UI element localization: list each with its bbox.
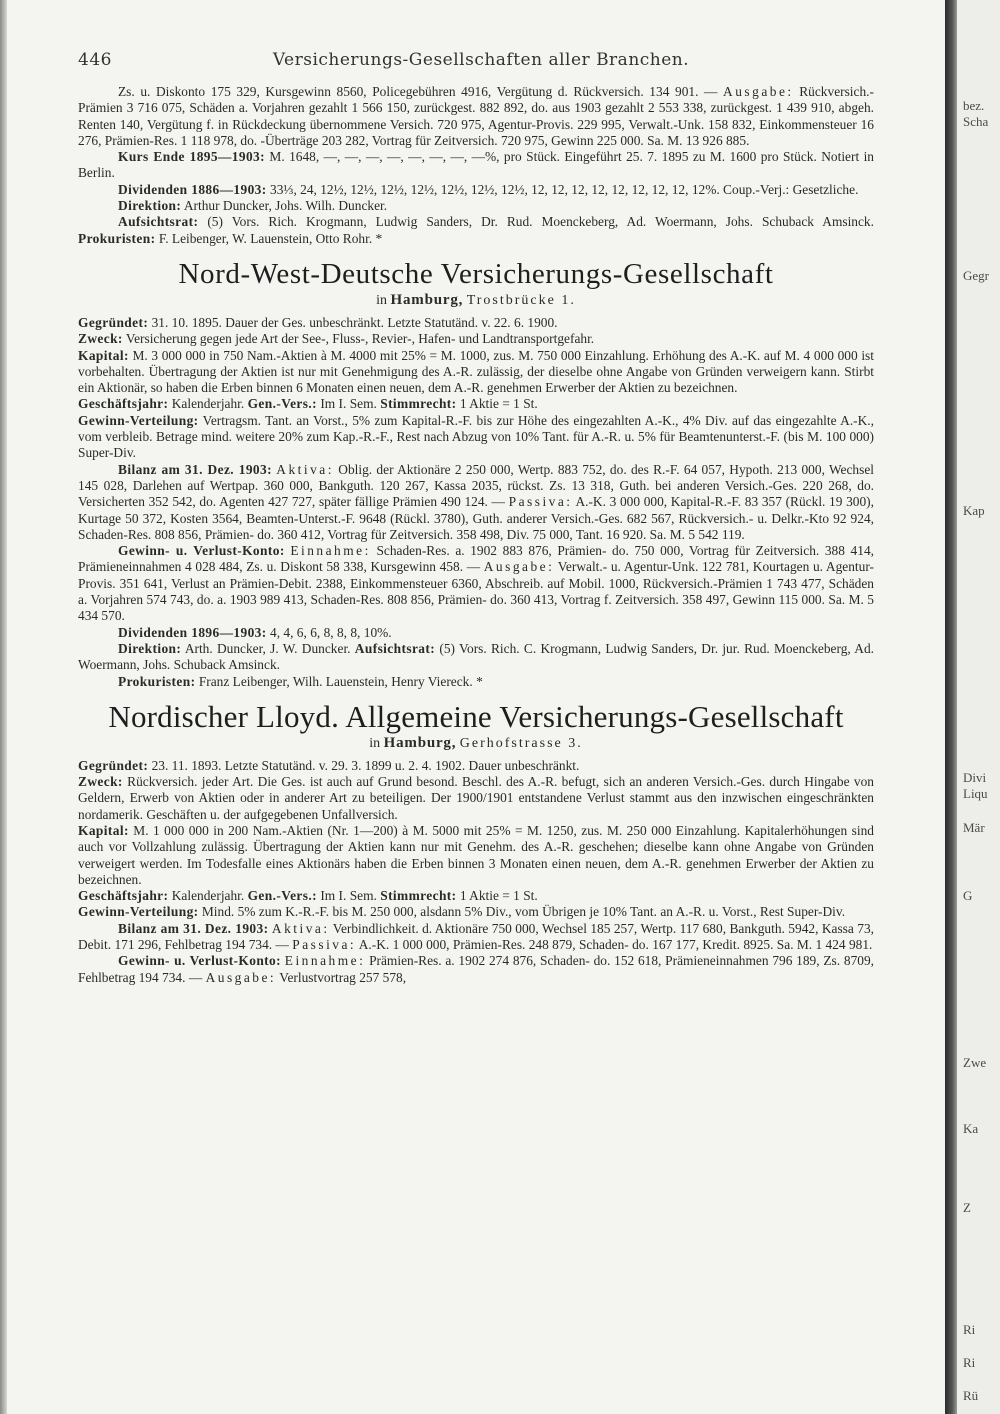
gegruendet-text: 31. 10. 1895. Dauer der Ges. unbeschränkt. Letzte Statutänd. v. 22. 6. 1900. [151,314,558,330]
genvers-label: Gen.-Vers.: [247,888,317,904]
next-page-fragment: Rü [963,1388,979,1403]
prokuristen-text: Franz Leibenger, Wilh. Lauenstein, Henry Viereck. * [198,673,483,689]
geschaeftsjahr-label: Geschäftsjahr: [78,396,169,412]
guv-paragraph [78,543,874,624]
bilanz-aktiva-text: Oblig. der Aktionäre 2 250 000, Wertp. 883 752, do. des R.-F. 64 057, Hypoth. 213 000, Wechsel 145 028, Darlehen auf Wertpap. 360 000, Bankguth. 120 267, Kassa 2035, rückst. Zs. 13 318, Guth. bei anderen Versich.-Ges. 220 268, do. Versicherten 352 542, do. Agenten 427 727, später fällige Prämien 490 124. — [78,461,875,510]
next-page-fragment: Divi [963,770,987,785]
next-page-fragment: Zwe [963,1055,987,1070]
next-page-fragment: Kap [963,503,985,518]
kapital-text: M. 1 000 000 in 200 Nam.-Aktien (Nr. 1—200) à M. 5000 mit 25% = M. 1250, zus. M. 250 000 Einzahlung. Kapitalerhöhungen sind auch vor Vollzahlung zulässig. Übertragung der Aktien kann nur mit Genehm. des A.-R. geschehen; dieselbe kann ohne Angabe von Gründen verweigert werden. Im Todesfalle eines Aktionärs haben die Erben binnen 3 Monaten einen neuen, dem A.-R. genehmen Erwerber der Aktien zu bezeichnen. [78,822,874,887]
previous-guv-text-2: Rückversich.-Prämien 3 716 075, Schäden a. Vorjahren gezahlt 1 566 150, zurückgest. 882 892, do. aus 1903 gezahlt 2 553 338, zurückgest. 1 439 910, abgeh. Renten 140, Vergütung f. in Rückdeckung übernommene Versich. 720 975, Agentur-Provis. 229 995, Verwalt.-Unk. 158 832, Einkommensteuer 16 276, Prämien-Res. 1 118 978, do. -Überträge 203 282, Vortrag für Zeitversich. 720 975, Gewinn 225 000. Sa. M. 13 926 885. [78,84,874,148]
einnahme-label: Einnahme: [290,543,371,559]
gegruendet-paragraph [78,758,874,774]
guv-paragraph [78,953,874,986]
stimmrecht-text: 1 Aktie = 1 St. [459,888,538,904]
kapital-paragraph [78,348,874,397]
previous-aufsichtsrat-text: (5) Vors. Rich. Krogmann, Ludwig Sanders, Dr. Rud. Moenckeberg, Ad. Woermann, Johs. Schuback Amsinck. [207,214,874,230]
zweck-label: Zweck: [78,774,123,790]
previous-ausgabe-label: Ausgabe: [723,84,794,99]
gewinnverteilung-paragraph [78,413,874,462]
bilanz-paragraph [78,462,874,543]
genvers-label: Gen.-Vers.: [247,396,317,412]
location-in: in [369,735,381,751]
zweck-paragraph [78,331,874,347]
location-street: Trostbrücke 1. [466,292,576,308]
company-entry-nord-west [78,257,874,690]
previous-direktion [78,198,874,214]
bilanz-label: Bilanz am 31. Dez. 1903: [118,461,272,477]
direktion-label: Direktion: [118,640,182,656]
next-page-fragment: Ri [963,1355,976,1370]
previous-prokuristen-text: F. Leibenger, W. Lauenstein, Otto Rohr. * [158,230,383,246]
previous-direktion-label: Direktion: [118,198,182,214]
aktiva-label: Aktiva: [276,461,334,477]
dividenden-text: 4, 4, 6, 6, 8, 8, 8, 10%. [270,624,392,640]
direktion-text: Arth. Duncker, J. W. Duncker. [184,640,351,656]
adjacent-page-fragment [957,0,1000,1414]
guv-label: Gewinn- u. Verlust-Konto: [118,543,285,559]
next-page-fragment: Ri [963,1322,976,1337]
genvers-text: Im I. Sem. [320,888,377,904]
gegruendet-label: Gegründet: [78,314,149,330]
previous-entry [78,84,874,247]
direktion-paragraph [78,641,874,674]
guv-einnahme-text: Schaden-Res. a. 1902 883 876, Prämien- do. 750 000, Vortrag für Zeitversich. 388 414, Prämieneinnahmen 4 028 484, Zs. u. Diskont 58 338, Kursgewinn 458. — [78,543,874,575]
guv-einnahme-text: Prämien-Res. a. 1902 274 876, Schaden- do. 152 618, Prämieneinnahmen 796 189, Zs. 8709, Fehlbetrag 194 734. — [78,953,875,985]
bilanz-passiva-text: A.-K. 3 000 000, Kapital-R.-F. 83 357 (Rückl. 19 300), Kurtage 50 372, Kosten 3564, Beamten-Unterst.-F. 9648 (Rückl. 3780), Guth. anderer Versich.-Ges. 682 567, Rückversich.- u. Delkr.-Kto 92 924, Schaden-Res. 808 856, Prämien- do. 360 412, Vortrag für Zeitversich. 358 498, Div. 75 000, Tant. 16 920. Sa. M. 5 542 119. [78,494,874,542]
previous-kurs [78,149,874,182]
prokuristen-label: Prokuristen: [118,673,196,689]
page-left-edge [0,0,7,1414]
bilanz-aktiva-text: Verbindlichkeit. d. Aktionäre 750 000, Wechsel 185 257, Wertp. 117 680, Bankguth. 5942, Kassa 73, Debit. 171 296, Fehlbetrag 194 734. — [78,920,874,953]
passiva-label: Passiva: [292,937,357,953]
dividenden-label: Dividenden 1896—1903: [118,624,267,640]
geschaeftsjahr-text: Kalenderjahr. [171,888,245,904]
previous-prokuristen-label: Prokuristen: [78,230,156,246]
next-page-fragment: Scha [963,114,989,129]
gewinnverteilung-label: Gewinn-Verteilung: [78,412,199,428]
company-location [78,734,874,753]
previous-kurs-text: M. 1648, —, —, —, —, —, —, —, —%, pro Stück. Eingeführt 25. 7. 1895 zu M. 1600 pro Stück. Notiert in Berlin. [78,149,874,181]
gewinnverteilung-label: Gewinn-Verteilung: [78,904,199,920]
next-page-fragment: Gegr [963,268,989,283]
prokuristen-paragraph [78,674,874,690]
guv-ausgabe-text: Verlustvortrag 257 578, [279,969,407,985]
document-page [78,50,874,986]
kapital-label: Kapital: [78,822,129,838]
location-city: Hamburg, [390,291,464,308]
bilanz-paragraph [78,921,874,954]
passiva-label: Passiva: [508,494,573,510]
kapital-paragraph [78,823,874,888]
stimmrecht-label: Stimmrecht: [380,396,457,412]
previous-guv-text-1: Zs. u. Diskonto 175 329, Kursgewinn 8560, Policegebühren 4916, Vergütung d. Rückversich. 134 901. — [118,84,718,99]
company-name: Nord-West-Deutsche Versicherungs-Gesellschaft [178,257,774,290]
running-title: Versicherungs-Gesellschaften aller Branchen. [272,50,690,70]
company-entry-nordischer-lloyd [78,700,874,986]
previous-kurs-label: Kurs Ende 1895—1903: [118,149,266,165]
guv-ausgabe-text: Verwalt.- u. Agentur-Unk. 122 781, Kourtagen u. Agentur-Provis. 351 641, Verlust an Prämien-Debit. 2388, Einkommensteuer 6360, Abschreib. auf Mobil. 1000, Rückversich.-Prämien 1 743 477, Schäden a. Vorjahren 574 743, do. a. 1903 989 413, Schaden-Res. 808 856, Prämien- do. 360 413, Vortrag f. Zeitversich. 358 497, Gewinn 115 000. Sa. M. 5 434 570. [78,559,874,624]
stimmrecht-label: Stimmrecht: [380,888,457,904]
previous-aufsichtsrat [78,214,874,247]
bilanz-passiva-text: A.-K. 1 000 000, Prämien-Res. 248 879, Schaden- do. 167 177, Kredit. 8925. Sa. M. 1 424 981. [358,937,873,953]
aufsichtsrat-text: (5) Vors. Rich. C. Krogmann, Ludwig Sanders, Dr. jur. Rud. Moenckeberg, Ad. Woermann, Johs. Schuback Amsinck. [78,640,874,673]
guv-label: Gewinn- u. Verlust-Konto: [118,953,281,969]
ausgabe-label: Ausgabe: [483,559,555,575]
kapital-label: Kapital: [78,347,129,363]
gegruendet-label: Gegründet: [78,757,149,773]
previous-direktion-text: Arthur Duncker, Johs. Wilh. Duncker. [183,198,388,214]
stimmrecht-text: 1 Aktie = 1 St. [459,396,538,412]
previous-guv-paragraph [78,84,874,149]
page-number: 446 [78,50,112,70]
zweck-paragraph [78,774,874,823]
page-header [78,50,874,84]
aufsichtsrat-label: Aufsichtsrat: [354,640,436,656]
previous-dividenden-text: 33⅓, 24, 12½, 12½, 12½, 12½, 12½, 12½, 12½, 12, 12, 12, 12, 12, 12, 12, 12, 12%. Coup.-Verj.: Gesetzliche. [270,181,859,197]
company-name: Nordischer Lloyd. Allgemeine Versicherungs-Gesellschaft [108,698,844,734]
genvers-text: Im I. Sem. [320,396,377,412]
ausgabe-label: Ausgabe: [205,969,277,985]
aktiva-label: Aktiva: [271,920,330,936]
geschaeftsjahr-paragraph [78,396,874,412]
location-city: Hamburg, [383,734,457,751]
previous-dividenden-label: Dividenden 1886—1903: [118,181,267,197]
previous-dividenden [78,182,874,198]
gewinnverteilung-paragraph [78,904,874,920]
zweck-label: Zweck: [78,331,123,347]
company-location [78,291,874,310]
previous-aufsichtsrat-label: Aufsichtsrat: [118,214,199,230]
bilanz-label: Bilanz am 31. Dez. 1903: [118,920,269,936]
location-in: in [376,292,388,308]
next-page-fragment: Liqu [963,786,988,801]
zweck-text: Versicherung gegen jede Art der See-, Fluss-, Revier-, Hafen- und Landtransportgefahr. [125,331,595,347]
dividenden-paragraph [78,625,874,641]
zweck-text: Rückversich. jeder Art. Die Ges. ist auch auf Grund besond. Beschl. des A.-R. befugt, sich an anderen Versich.-Ges. durch Hingabe von Geldern, Erwerb von Aktien oder in anderer Art zu beteiligen. Der 1900/1901 entstandene Verlust stammt aus den inzwischen eingeschränkten nordamerik. Geschäften u. der aufgegebenen Unfallversich. [78,774,874,822]
next-page-fragment: Z [963,1200,971,1215]
gegruendet-paragraph [78,315,874,331]
location-street: Gerhofstrasse 3. [459,735,583,751]
gewinnverteilung-text: Mind. 5% zum K.-R.-F. bis M. 250 000, alsdann 5% Div., vom Übrigen je 10% Tant. an A.-R. u. Vorst., Rest Super-Div. [201,904,846,920]
kapital-text: M. 3 000 000 in 750 Nam.-Aktien à M. 4000 mit 25% = M. 1000, zus. M. 750 000 Einzahlung. Erhöhung des A.-K. auf M. 4 000 000 ist vorbehalten. Übertragung der Aktien ist nur mit Genehmigung des A.-R. zulässig, der dieselbe ohne Angabe von Gründen verweigern kann. Stirbt ein Aktionär, so haben die Erben binnen 6 Monaten einen neuen, dem A.-R. genehmen Erwerber der Aktien zu bezeichnen. [78,347,874,396]
next-page-fragment: G [963,888,973,903]
gegruendet-text: 23. 11. 1893. Letzte Statutänd. v. 29. 3. 1899 u. 2. 4. 1902. Dauer unbeschränkt. [151,757,580,773]
einnahme-label: Einnahme: [284,953,366,969]
next-page-fragment: bez. [963,98,985,113]
next-page-fragment: Ka [963,1121,979,1136]
gewinnverteilung-text: Vertragsm. Tant. an Vorst., 5% zum Kapital-R.-F. bis zur Höhe des eingezahlten A.-K., 4% Div. auf das eingezahlte A.-K., vom verbleib. Betrage mind. weitere 20% zum Kap.-R.-F., Rest nach Abzug von 10% Tant. für A.-R. u. 5% für Beamtenunterst.-F. (bis M. 100 000) Super-Div. [78,412,874,461]
geschaeftsjahr-text: Kalenderjahr. [171,396,245,412]
next-page-fragment: Mär [963,820,985,835]
geschaeftsjahr-label: Geschäftsjahr: [78,888,169,904]
book-gutter [945,0,957,1414]
geschaeftsjahr-paragraph [78,888,874,904]
